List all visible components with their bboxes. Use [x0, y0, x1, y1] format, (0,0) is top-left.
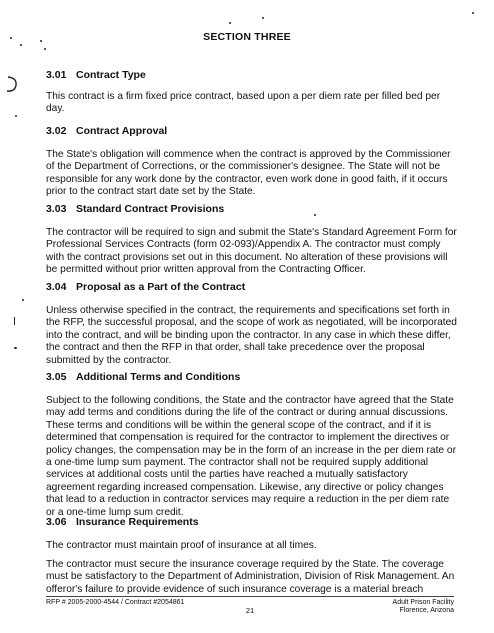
- scan-speck-icon: [472, 12, 474, 14]
- section-3-03: [46, 203, 458, 277]
- section-3-04: [46, 281, 458, 367]
- section-3-05: [46, 371, 458, 519]
- page-footer: [46, 596, 454, 615]
- section-number: 3.02: [46, 125, 67, 137]
- section-heading: [46, 125, 458, 138]
- section-3-06: [46, 516, 458, 552]
- section-heading: [46, 281, 458, 294]
- section-3-02: [46, 125, 458, 199]
- scan-speck-icon: [314, 214, 316, 216]
- continuation-paragraph: The contractor must secure the insurance coverage required by the State. The coverage must be satisfactory to the Department of Administration, Division of Risk Management. An offeror's failure to provide evidence of such insurance coverage is a material breach: [46, 559, 455, 595]
- section-body: The contractor will be required to sign and submit the State's Standard Agreement Form for Professional Services Contracts (form 02-093)/Appendix A. The contractor must comply with the contract provisions set out in this document. No alteration of these provisions will be permitted without prior written approval from the Contracting Officer.: [46, 227, 457, 276]
- page-number: 21: [245, 606, 255, 615]
- scan-speck-icon: [20, 44, 22, 46]
- scan-speck-icon: [22, 299, 24, 301]
- section-heading-text: Contract Approval: [76, 125, 168, 137]
- section-number: 3.01: [46, 69, 67, 81]
- scan-speck-icon: [40, 40, 42, 42]
- section-heading: [46, 203, 458, 216]
- section-heading: [46, 69, 458, 82]
- section-heading: [46, 516, 458, 529]
- section-body: Unless otherwise specified in the contract, the requirements and specifications set forth in the RFP, the successful proposal, and the scope of work as negotiated, will be incorporated into the contract, and will be binding upon the contractor. In any case in which these differ, the contract and then the RFP in that order, shall take precedence over the proposal submitted by the contractor.: [46, 305, 457, 366]
- section-number: 3.03: [46, 203, 67, 215]
- section-body: The State's obligation will commence when the contract is approved by the Commissioner of the Department of Corrections, or the commissioner's designee. The State will not be responsible for any work done by the contractor, even work done in good faith, if it occurs prior to the contract start date set by the State.: [46, 149, 451, 198]
- section-3-01: [46, 69, 458, 116]
- scan-speck-icon: [15, 115, 17, 117]
- section-heading-text: Contract Type: [76, 69, 146, 81]
- section-heading-text: Proposal as a Part of the Contract: [76, 281, 246, 293]
- scan-speck-icon: [229, 22, 231, 24]
- footer-facility-name: Adult Prison Facility: [392, 599, 454, 606]
- section-title: SECTION THREE: [203, 31, 291, 43]
- section-heading: [46, 371, 458, 384]
- scan-speck-icon: [14, 317, 15, 325]
- footer-facility: [393, 599, 454, 615]
- section-body: This contract is a firm fixed price contract, based upon a per diem rate per filled bed per day.: [46, 91, 441, 115]
- section-body: Subject to the following conditions, the State and the contractor have agreed that the State may add terms and conditions during the life of the contract or during annual discussions. These terms and conditions will be within the general scope of the contract, and if it is determined that compensation is required for the contractor to implement the directives or policy changes, the compensation may be in the form of an increase in the per diem rate or a one-time lump sum payment. The contractor shall not be required supply additional services at additional costs until the parties have reached a mutually satisfactory agreement regarding increased compensation. Likewise, any directive or policy changes that lead to a reduction in contractor services may require a reduction in the per diem rate or a one-time lump sum credit.: [46, 395, 456, 518]
- footer-facility-location: Florence, Arizona: [399, 607, 454, 614]
- scan-speck-icon: [44, 48, 46, 50]
- section-heading-text: Additional Terms and Conditions: [76, 371, 241, 383]
- footer-reference: RFP # 2005-2000-4544 / Contract #2054861: [46, 599, 185, 606]
- scan-speck-icon: [262, 17, 264, 19]
- scan-speck-icon: [10, 37, 12, 39]
- section-heading-text: Insurance Requirements: [76, 516, 199, 528]
- section-heading-text: Standard Contract Provisions: [76, 203, 225, 215]
- scan-mark-bracket-icon: [4, 74, 20, 96]
- section-body: The contractor must maintain proof of insurance at all times.: [46, 540, 317, 551]
- section-number: 3.05: [46, 371, 67, 383]
- section-number: 3.04: [46, 281, 67, 293]
- section-number: 3.06: [46, 516, 67, 528]
- scan-speck-icon: [14, 347, 17, 349]
